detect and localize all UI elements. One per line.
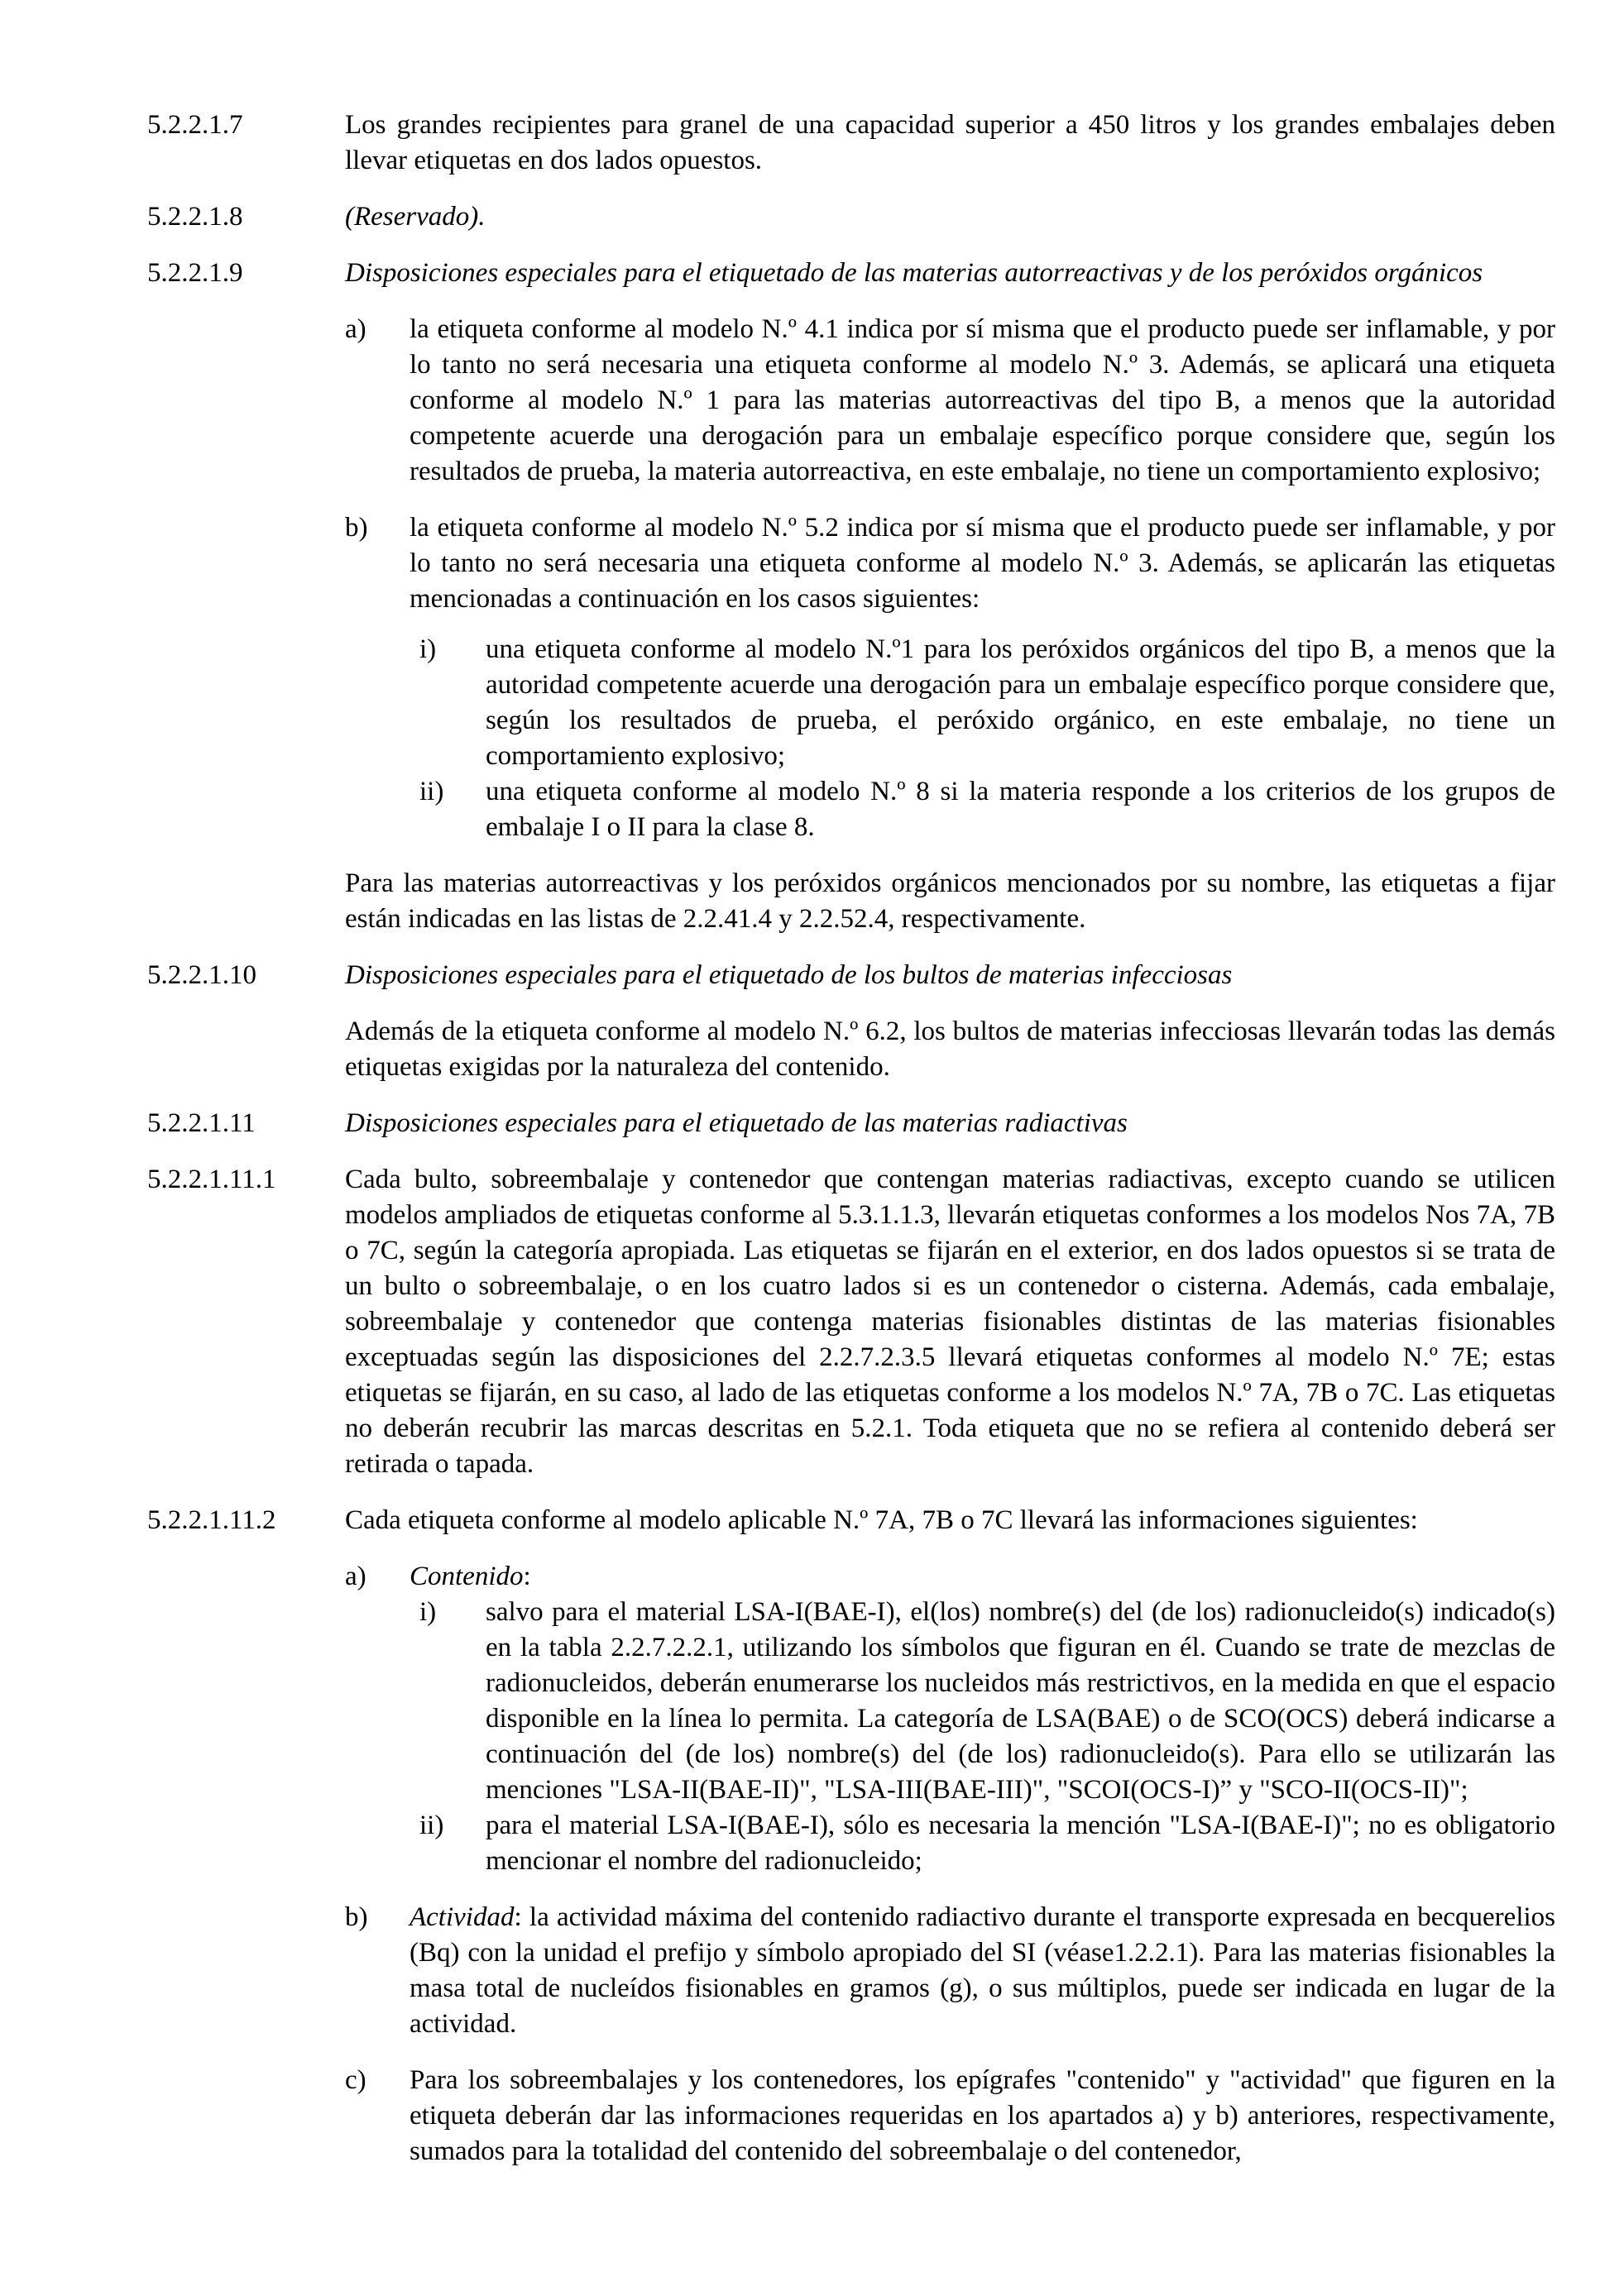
list-item-a: [345, 312, 1555, 490]
list-text: Para los sobreembalajes y los contenedores, los epígrafes "contenido" y "actividad" que figuren en la etiqueta deberán dar las informaciones requeridas en los apartados a) y b) anteriores, respectivamente, sumados para la totalidad del contenido del sobreembalaje o del contenedor,: [410, 2065, 1555, 2166]
list-text: una etiqueta conforme al modelo N.º 8 si la materia responde a los criterios de los grupos de embalaje I o II para la clase 8.: [486, 777, 1555, 842]
item-rest: :: [523, 1562, 531, 1591]
sublist-item-i: [419, 632, 1555, 774]
section-5-2-2-1-10: [147, 958, 1555, 1085]
list-item-c: [345, 2063, 1555, 2169]
list-item-b: [345, 510, 1555, 617]
section-number: 5.2.2.1.7: [147, 110, 243, 140]
list-text: una etiqueta conforme al modelo N.º1 para los peróxidos orgánicos del tipo B, a menos que la autoridad competente acuerde una derogación para un embalaje específico porque considere que, según los resultados de prueba, el peróxido orgánico, en este embalaje, no tiene un comportamiento explosivo;: [486, 634, 1555, 771]
reserved-note: (Reservado).: [345, 202, 486, 232]
list-text: salvo para el material LSA-I(BAE-I), el(los) nombre(s) del (de los) radionucleido(s) indicado(s) en la tabla 2.2.7.2.2.1, utilizando los símbolos que figuran en él. Cuando se trate de mezclas de radionucleidos, deberán enumerarse los nucleidos más restrictivos, en la medida en que el espacio disponible en la línea lo permita. La categoría de LSA(BAE) o de SCO(OCS) deberá indicarse a continuación del (de los) nombre(s) del (de los) radionucleido(s). Para ello se utilizarán las menciones "LSA-II(BAE-II)", "LSA-III(BAE-III)", "SCOI(OCS-I)” y "SCO-II(OCS-II)";: [486, 1597, 1555, 1805]
list-marker: ii): [419, 777, 444, 806]
list-marker: i): [419, 634, 437, 664]
list-marker: c): [345, 2065, 366, 2095]
section-5-2-2-1-11: [147, 1106, 1555, 1141]
list-text: la etiqueta conforme al modelo N.º 4.1 indica por sí misma que el producto puede ser inflamable, y por lo tanto no será necesaria una etiqueta conforme al modelo N.º 3. Además, se aplicará una etiqueta conforme al modelo N.º 1 para las materias autorreactivas del tipo B, a menos que la autoridad competente acuerde una derogación para un embalaje específico porque considere que, según los resultados de prueba, la materia autorreactiva, en este embalaje, no tiene un comportamiento explosivo;: [410, 314, 1555, 486]
list-text: la etiqueta conforme al modelo N.º 5.2 indica por sí misma que el producto puede ser inflamable, y por lo tanto no será necesaria una etiqueta conforme al modelo N.º 3. Además, se aplicarán las etiquetas mencionadas a continuación en los casos siguientes:: [410, 513, 1555, 614]
section-number: 5.2.2.1.11.2: [147, 1505, 276, 1535]
paragraph: Cada bulto, sobreembalaje y contenedor que contengan materias radiactivas, excepto cuando se utilicen modelos ampliados de etiquetas conforme al 5.3.1.1.3, llevarán etiquetas conformes a los modelos Nos 7A, 7B o 7C, según la categoría apropiada. Las etiquetas se fijarán en el exterior, en dos lados opuestos si se trata de un bulto o sobreembalaje, o en los cuatro lados si es un contenedor o cisterna. Además, cada embalaje, sobreembalaje y contenedor que contenga materias fisionables distintas de las materias fisionables exceptuadas según las disposiciones del 2.2.7.2.3.5 llevará etiquetas conformes al modelo N.º 7E; estas etiquetas se fijarán, en su caso, al lado de las etiquetas conforme a los modelos N.º 7A, 7B o 7C. Las etiquetas no deberán recubrir las marcas descritas en 5.2.1. Toda etiqueta que no se refiera al contenido deberá ser retirada o tapada.: [345, 1165, 1555, 1479]
intro-paragraph: Cada etiqueta conforme al modelo aplicable N.º 7A, 7B o 7C llevará las informaciones siguientes:: [345, 1505, 1418, 1535]
sublist-item-ii: [419, 774, 1555, 845]
section-5-2-2-1-11-2: [147, 1503, 1555, 2169]
list-item-b: [345, 1900, 1555, 2042]
list-text: para el material LSA-I(BAE-I), sólo es necesaria la mención "LSA-I(BAE-I)"; no es obligatorio mencionar el nombre del radionucleido;: [486, 1810, 1555, 1876]
paragraph: Además de la etiqueta conforme al modelo N.º 6.2, los bultos de materias infecciosas llevarán todas las demás etiquetas exigidas por la naturaleza del contenido.: [345, 1016, 1555, 1082]
list-marker: a): [345, 314, 366, 344]
list-marker: b): [345, 513, 368, 543]
closing-paragraph: Para las materias autorreactivas y los peróxidos orgánicos mencionados por su nombre, las etiquetas a fijar están indicadas en las listas de 2.2.41.4 y 2.2.52.4, respectivamente.: [345, 868, 1555, 934]
section-heading: Disposiciones especiales para el etiquetado de los bultos de materias infecciosas: [345, 960, 1233, 990]
section-number: 5.2.2.1.11.1: [147, 1165, 276, 1194]
section-number: 5.2.2.1.9: [147, 258, 243, 288]
list-marker: b): [345, 1902, 368, 1932]
sublist-item-ii: [419, 1808, 1555, 1879]
section-number: 5.2.2.1.10: [147, 960, 256, 990]
section-5-2-2-1-8: [147, 199, 1555, 235]
section-5-2-2-1-11-1: [147, 1162, 1555, 1482]
item-lead: Actividad: [410, 1902, 515, 1932]
section-5-2-2-1-7: [147, 108, 1555, 179]
section-5-2-2-1-9: [147, 256, 1555, 937]
list-text: [410, 1559, 1555, 1595]
list-marker: a): [345, 1562, 366, 1591]
sublist-item-i: [419, 1595, 1555, 1808]
item-rest: : la actividad máxima del contenido radiactivo durante el transporte expresada en becquerelios (Bq) con la unidad el prefijo y símbolo apropiado del SI (véase1.2.2.1). Para las materias fisionables la masa total de nucleídos fisionables en gramos (g), o sus múltiplos, puede ser indicada en lugar de la actividad.: [410, 1902, 1555, 2039]
section-number: 5.2.2.1.11: [147, 1108, 256, 1138]
list-marker: i): [419, 1597, 437, 1627]
section-number: 5.2.2.1.8: [147, 202, 243, 232]
list-item-a: [345, 1559, 1555, 1595]
list-marker: ii): [419, 1810, 444, 1840]
section-heading: Disposiciones especiales para el etiquetado de las materias autorreactivas y de los peróxidos orgánicos: [345, 258, 1483, 288]
section-heading: Disposiciones especiales para el etiquetado de las materias radiactivas: [345, 1108, 1128, 1138]
item-lead: Contenido: [410, 1562, 524, 1591]
list-text: [410, 1900, 1555, 2042]
paragraph: Los grandes recipientes para granel de una capacidad superior a 450 litros y los grandes embalajes deben llevar etiquetas en dos lados opuestos.: [345, 110, 1555, 175]
